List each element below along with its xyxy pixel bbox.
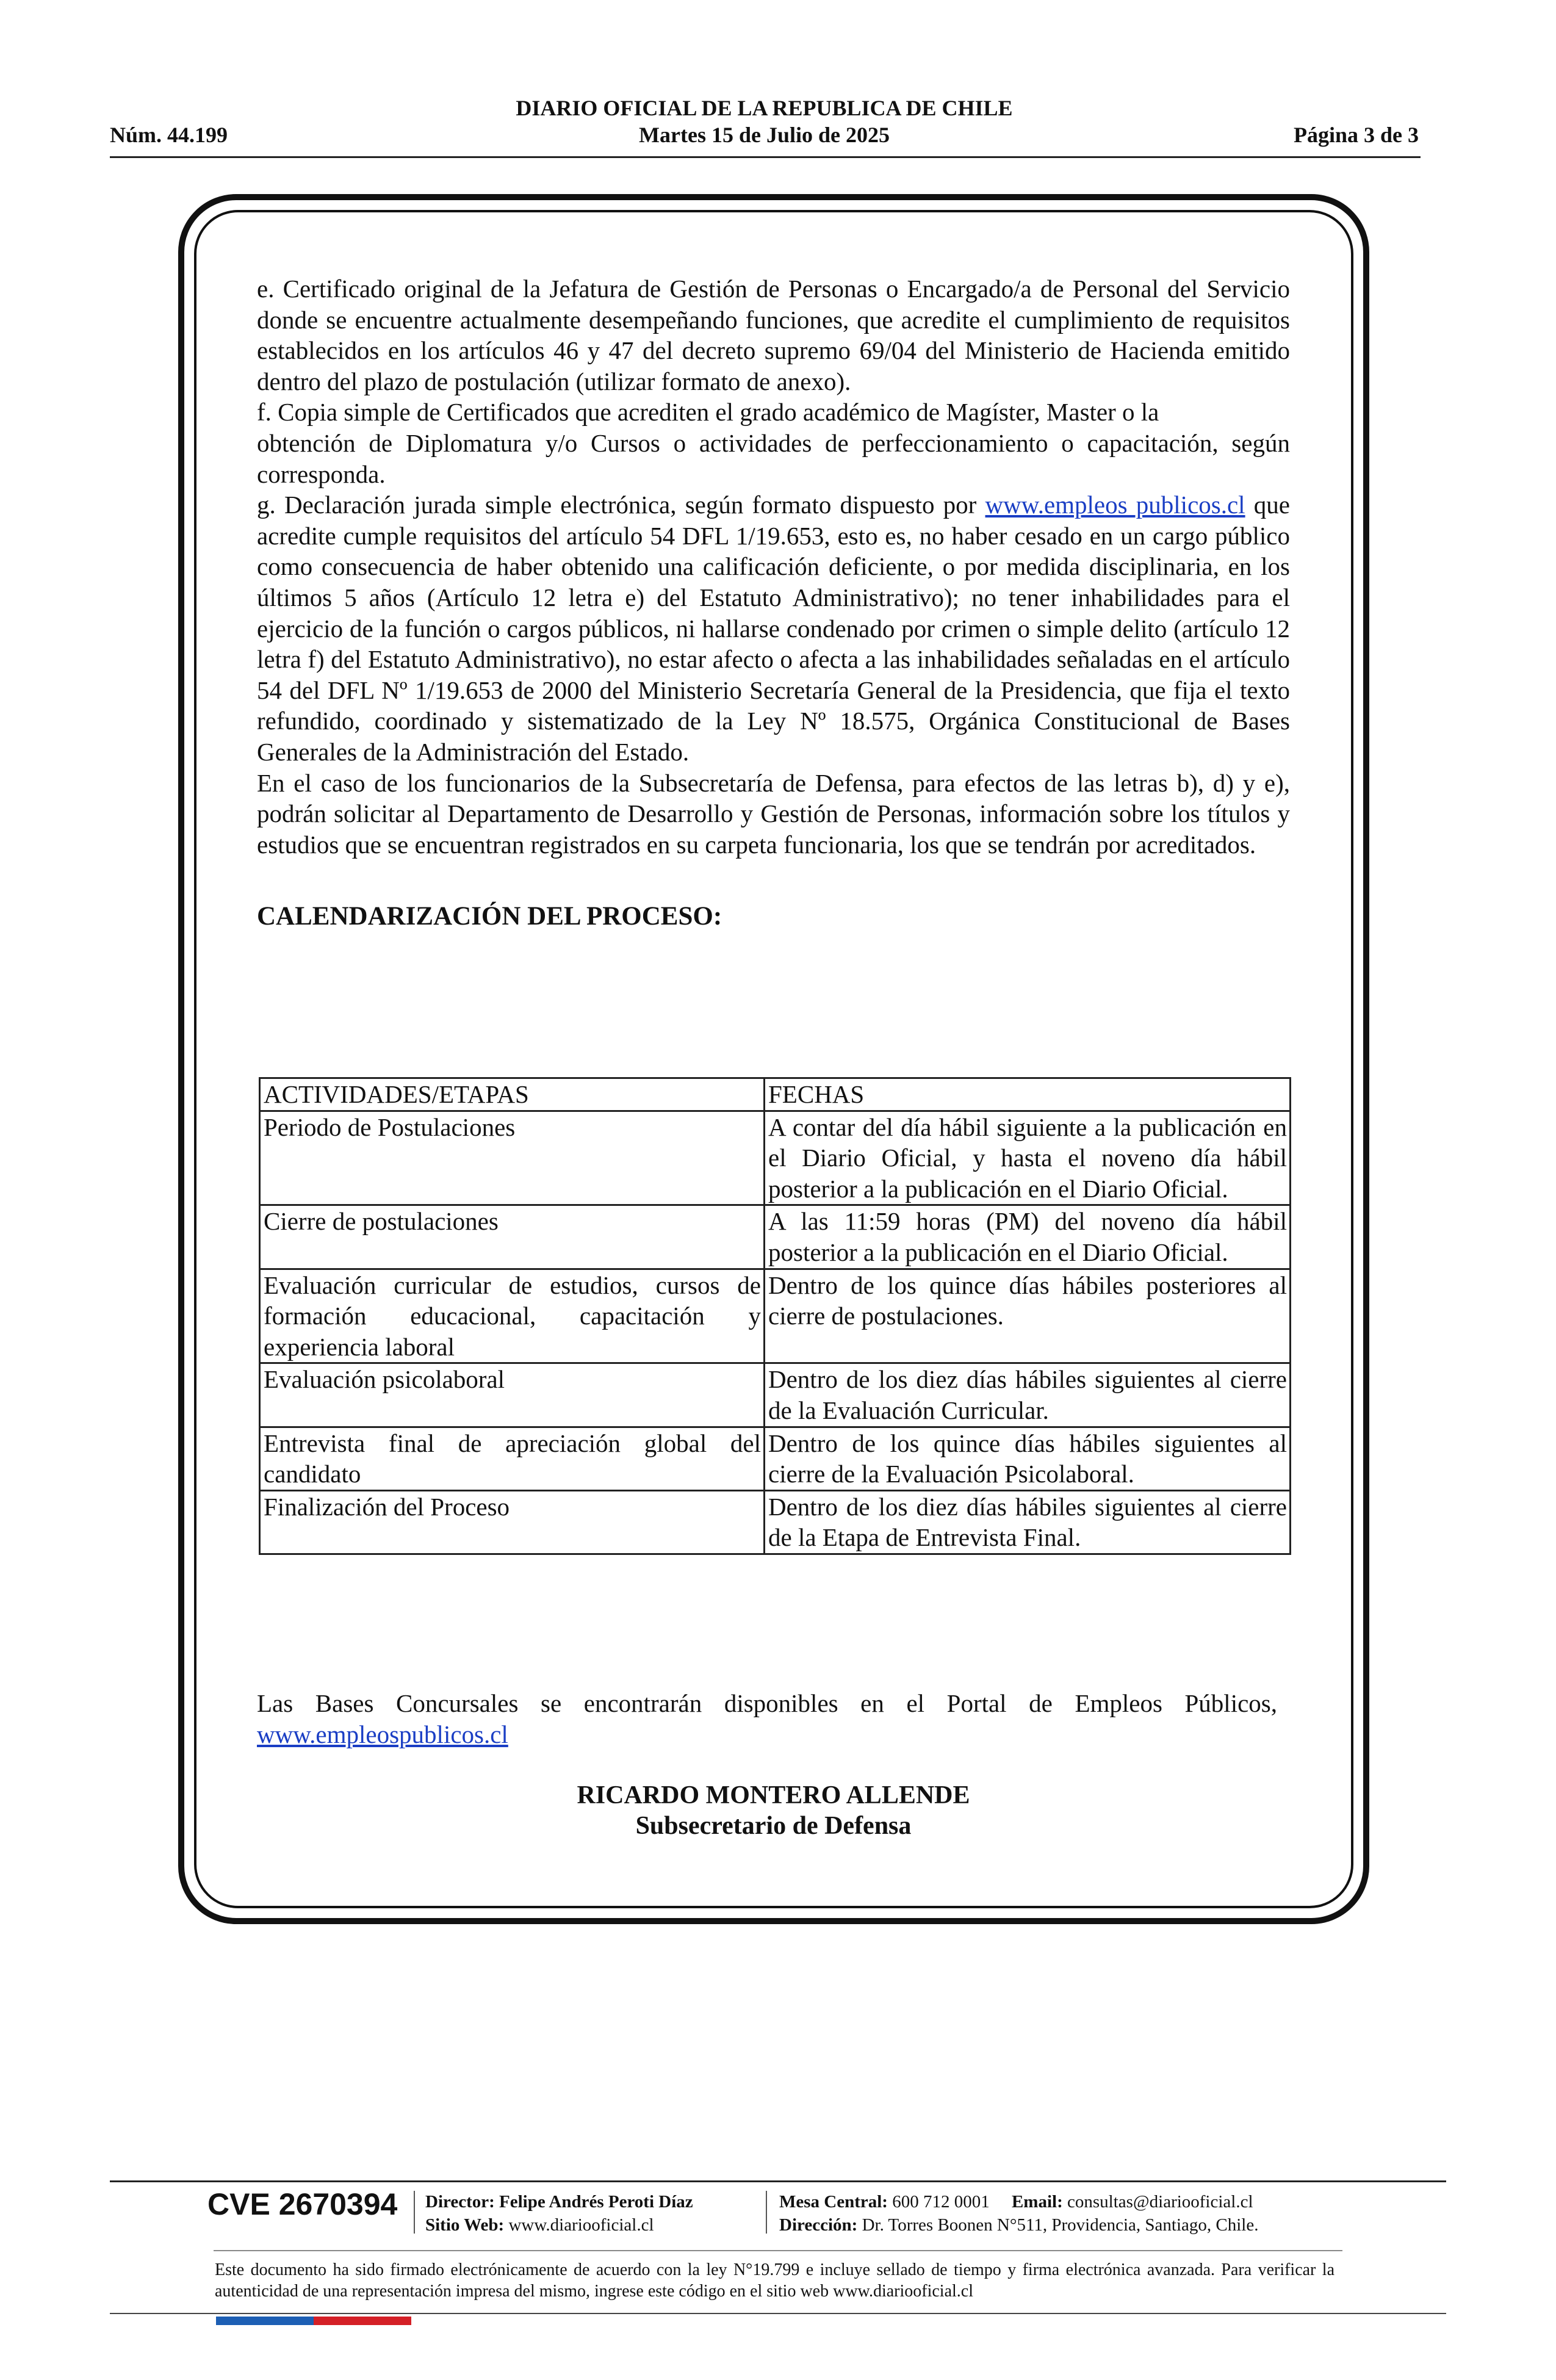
footer-contact-block	[779, 2190, 1258, 2237]
section-title: CALENDARIZACIÓN DEL PROCESO:	[257, 902, 722, 931]
date-cell: Dentro de los diez días hábiles siguientes al cierre de la Evaluación Curricular.	[765, 1363, 1291, 1427]
table-row	[260, 1111, 1291, 1205]
signer-title: Subsecretario de Defensa	[635, 1812, 912, 1840]
bases-paragraph	[257, 1688, 1277, 1750]
director-line	[425, 2190, 693, 2213]
email-address: consultas@diariooficial.cl	[1067, 2192, 1253, 2212]
director-label: Director:	[425, 2192, 495, 2212]
activity-cell: Finalización del Proceso	[260, 1490, 765, 1554]
address-value: Dr. Torres Boonen N°511, Providencia, Santiago, Chile.	[862, 2215, 1259, 2235]
cve-code: CVE 2670394	[207, 2187, 398, 2221]
footer-divider-bottom	[110, 2313, 1446, 2314]
empleos-publicos-link[interactable]: www.empleos publicos.cl	[985, 491, 1245, 519]
page-number: Página 3 de 3	[1293, 123, 1419, 147]
footer-divider-mid	[214, 2250, 1342, 2251]
table-row	[260, 1205, 1291, 1269]
signer-name: RICARDO MONTERO ALLENDE	[577, 1781, 970, 1809]
activity-cell: Periodo de Postulaciones	[260, 1111, 765, 1205]
activity-cell: Evaluación curricular de estudios, cursos de formación educacional, capacitación y experiencia laboral	[260, 1269, 765, 1363]
funcionarios-paragraph: En el caso de los funcionarios de la Subsecretaría de Defensa, para efectos de las letras b), d) y e), podrán solicitar al Departamento de Desarrollo y Gestión de Personas, información sobre los títulos y estudios que se encuentran registrados en su carpeta funcionaria, los que se tendrán por acreditados.	[257, 768, 1290, 859]
mesa-phone: 600 712 0001	[892, 2192, 990, 2212]
flag-stripe-red	[314, 2317, 411, 2325]
site-line	[425, 2213, 693, 2237]
date-cell: Dentro de los quince días hábiles posteriores al cierre de postulaciones.	[765, 1269, 1291, 1363]
table-row	[260, 1490, 1291, 1554]
date-cell: A contar del día hábil siguiente a la publicación en el Diario Oficial, y hasta el noveno día hábil posterior a la publicación en el Diario Oficial.	[765, 1111, 1291, 1205]
site-label: Sitio Web:	[425, 2215, 505, 2235]
footer-separator	[766, 2191, 767, 2234]
table-row	[260, 1269, 1291, 1363]
requirement-f-line1: f. Copia simple de Certificados que acrediten el grado académico de Magíster, Master o la	[257, 398, 1159, 427]
date-cell: A las 11:59 horas (PM) del noveno día hábil posterior a la publicación en el Diario Oficial.	[765, 1205, 1291, 1269]
activity-cell: Evaluación psicolaboral	[260, 1363, 765, 1427]
activity-cell: Cierre de postulaciones	[260, 1205, 765, 1269]
email-label: Email:	[1011, 2192, 1063, 2212]
mesa-label: Mesa Central:	[779, 2192, 888, 2212]
page-header	[110, 92, 1419, 157]
table-header-row	[260, 1078, 1291, 1111]
electronic-signature-note: Este documento ha sido firmado electrónicamente de acuerdo con la ley N°19.799 e incluye sellado de tiempo y firma electrónica avanzada. Para verificar la autenticidad de una representación impresa del mismo, ingrese este código en el sitio web www.diariooficial.cl	[215, 2260, 1334, 2301]
requirement-g-text: que acredite cumple requisitos del artículo 54 DFL 1/19.653, esto es, no haber cesado en un cargo público como consecuencia de haber obtenido una calificación deficiente, o por medida disciplinaria, en los últimos 5 años (Artículo 12 letra e) del Estatuto Administrativo); no tener inhabilidades para el ejercicio de la función o cargos públicos, ni hallarse condenado por crimen o simple delito (artículo 12 letra f) del Estatuto Administrativo), no estar afecto o afecta a las inhabilidades señaladas en el artículo 54 del DFL Nº 1/19.653 de 2000 del Ministerio Secretaría General de la Presidencia, que fija el texto refundido, coordinado y sistematizado de la Ley Nº 18.575, Orgánica Constitucional de Bases Generales de la Administración del Estado.	[257, 491, 1290, 766]
header-divider	[110, 156, 1421, 158]
column-header-activities: ACTIVIDADES/ETAPAS	[260, 1078, 765, 1111]
address-label: Dirección:	[779, 2215, 858, 2235]
address-line	[779, 2213, 1258, 2237]
publication-title: DIARIO OFICIAL DE LA REPUBLICA DE CHILE	[516, 96, 1013, 120]
footer-separator	[414, 2191, 415, 2234]
table-row	[260, 1363, 1291, 1427]
bases-text: Las Bases Concursales se encontrarán disponibles en el Portal de Empleos Públicos,	[257, 1689, 1277, 1717]
contact-line	[779, 2190, 1258, 2213]
flag-stripe-blue	[216, 2317, 314, 2325]
calendar-table	[259, 1077, 1291, 1555]
requirement-e: e. Certificado original de la Jefatura de Gestión de Personas o Encargado/a de Personal del Servicio donde se encuentre actualmente desempeñando funciones, que acredite el cumplimiento de requisitos establecidos en los artículos 46 y 47 del decreto supremo 69/04 del Ministerio de Hacienda emitido dentro del plazo de postulación (utilizar formato de anexo).	[257, 275, 1290, 395]
requirement-f-line2: obtención de Diplomatura y/o Cursos o actividades de perfeccionamiento o capacitación, según corresponda.	[257, 428, 1290, 488]
footer-director-block	[425, 2190, 693, 2237]
director-name: Felipe Andrés Peroti Díaz	[499, 2192, 693, 2212]
date-cell: Dentro de los quince días hábiles siguientes al cierre de la Evaluación Psicolaboral.	[765, 1427, 1291, 1490]
issue-number: Núm. 44.199	[110, 123, 228, 147]
footer-divider-top	[110, 2180, 1446, 2182]
empleos-publicos-portal-link[interactable]: www.empleospublicos.cl	[257, 1720, 508, 1748]
table-row	[260, 1427, 1291, 1490]
issue-date: Martes 15 de Julio de 2025	[639, 123, 890, 147]
document-body	[257, 273, 1290, 932]
requirement-g	[257, 489, 1290, 767]
date-cell: Dentro de los diez días hábiles siguientes al cierre de la Etapa de Entrevista Final.	[765, 1490, 1291, 1554]
column-header-dates: FECHAS	[765, 1078, 1291, 1111]
site-url: www.diariooficial.cl	[508, 2215, 654, 2235]
activity-cell: Entrevista final de apreciación global del candidato	[260, 1427, 765, 1490]
requirement-g-prefix: g. Declaración jurada simple electrónica, según formato dispuesto por	[257, 491, 985, 519]
